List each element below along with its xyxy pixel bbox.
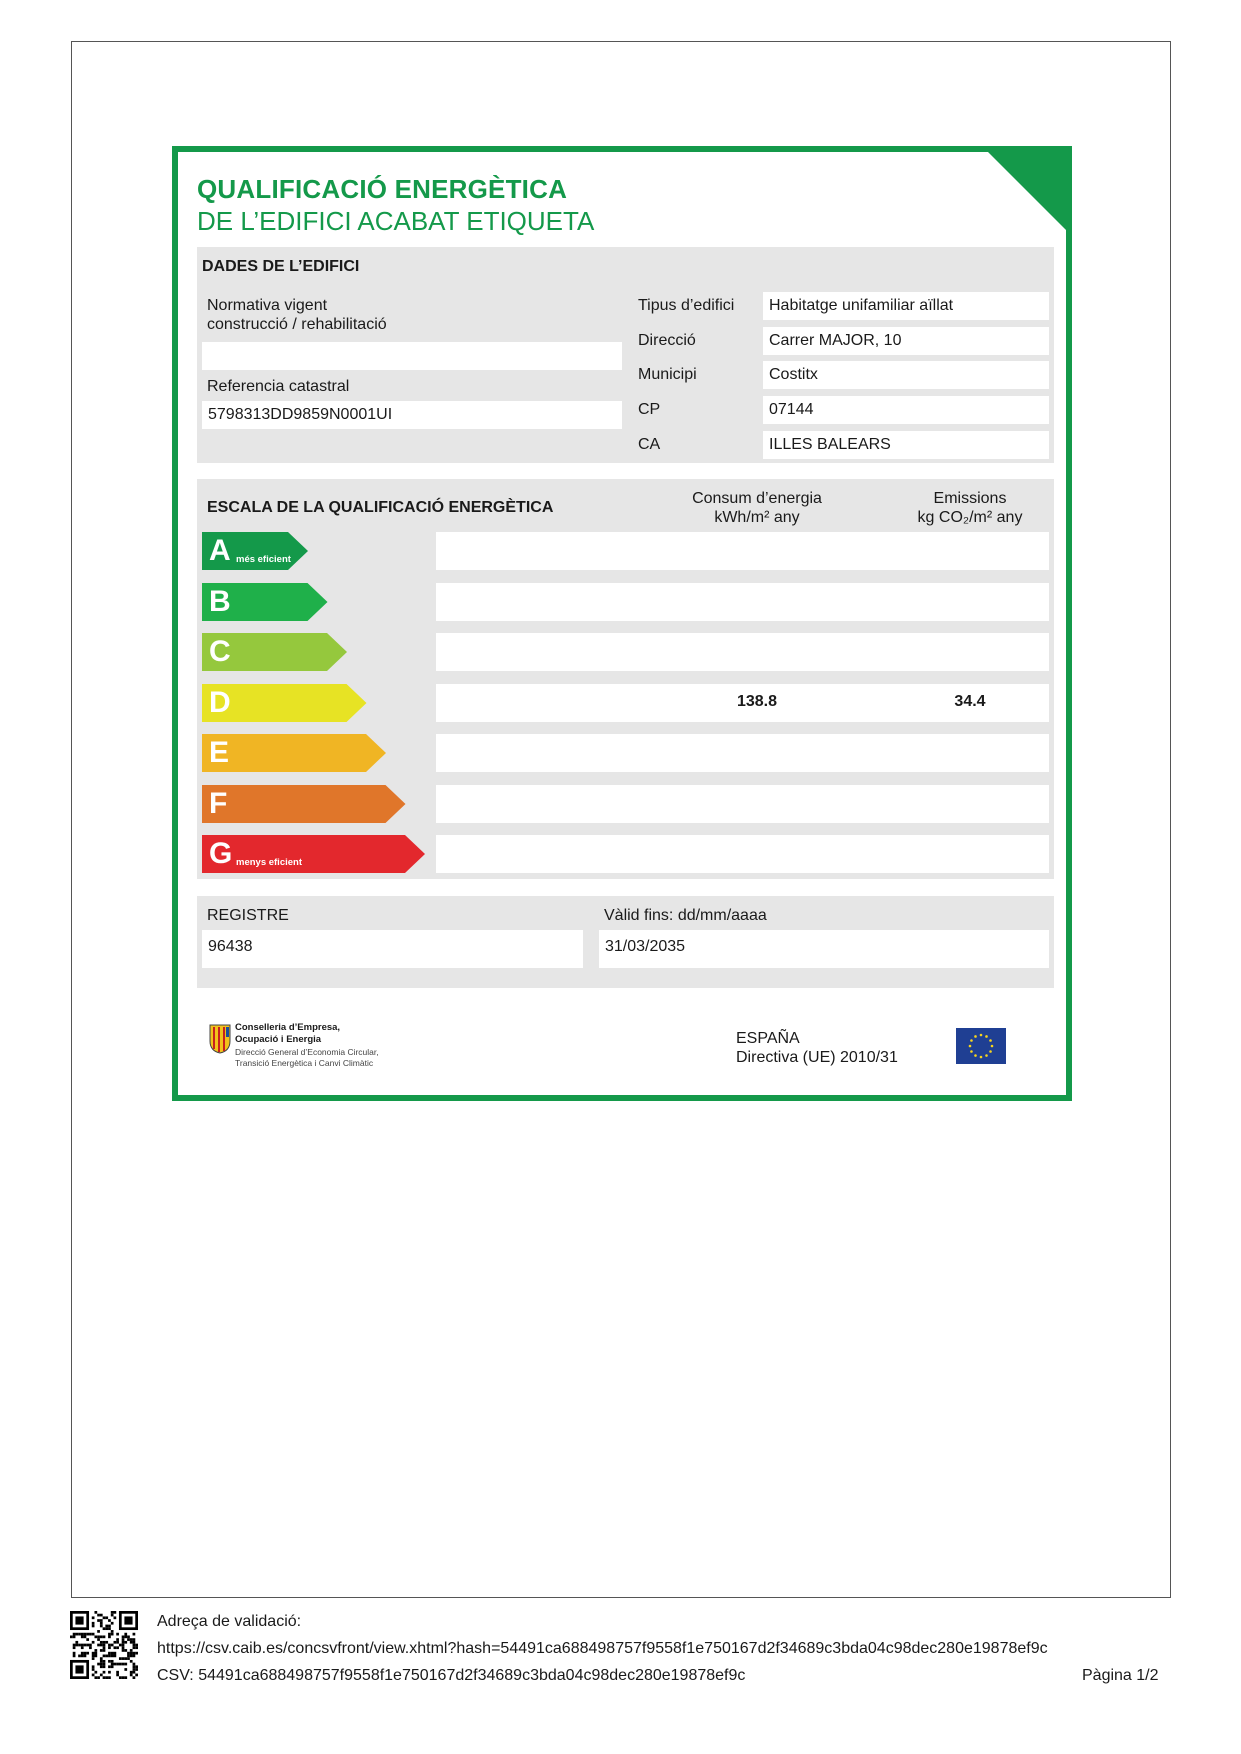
qr-module <box>108 1671 111 1674</box>
qr-module <box>111 1630 114 1633</box>
cadastral-value: 5798313DD9859N0001UI <box>202 401 622 429</box>
qr-module <box>124 1657 127 1660</box>
emissions-header-1: Emissions <box>933 490 1007 507</box>
qr-module <box>100 1660 103 1663</box>
qr-module <box>94 1635 97 1638</box>
qr-module <box>81 1635 84 1638</box>
registry-label: REGISTRE <box>207 907 289 924</box>
qr-module <box>111 1660 114 1663</box>
qr-module <box>92 1668 95 1671</box>
qr-module <box>103 1665 106 1668</box>
qr-module <box>133 1665 136 1668</box>
qr-module <box>108 1627 111 1630</box>
qr-module <box>70 1635 73 1638</box>
qr-module <box>116 1671 119 1674</box>
eu-star <box>980 1056 983 1059</box>
class-arrow-g <box>202 835 425 873</box>
qr-module <box>122 1657 125 1660</box>
qr-module <box>111 1633 114 1636</box>
qr-module <box>119 1644 122 1647</box>
class-arrow-c <box>202 633 347 671</box>
class-caption: més eficient <box>236 554 291 565</box>
qr-module <box>81 1644 84 1647</box>
qr-module <box>92 1625 95 1628</box>
qr-module <box>135 1665 138 1668</box>
class-arrow-d <box>202 684 367 722</box>
qr-module <box>122 1644 125 1647</box>
qr-module <box>108 1635 111 1638</box>
qr-module <box>108 1676 111 1679</box>
validation-url[interactable]: https://csv.caib.es/concsvfront/view.xhtml?hash=54491ca688498757f9558f1e750167d2f34689c3bda04c98dec280e19878ef9c <box>157 1640 1048 1657</box>
qr-module <box>78 1644 81 1647</box>
qr-module <box>133 1668 136 1671</box>
region-label: CA <box>638 436 661 453</box>
qr-module <box>130 1655 133 1658</box>
qr-module <box>133 1646 136 1649</box>
qr-module <box>84 1655 87 1658</box>
eu-star <box>970 1050 973 1053</box>
qr-module <box>103 1660 106 1663</box>
qr-module <box>122 1646 125 1649</box>
qr-module <box>100 1663 103 1666</box>
qr-module <box>133 1663 136 1666</box>
class-letter: B <box>209 584 231 618</box>
logo-line-1: Conselleria d’Empresa, <box>235 1022 341 1033</box>
qr-module <box>108 1652 111 1655</box>
qr-module <box>100 1674 103 1677</box>
qr-module <box>94 1655 97 1658</box>
eu-star <box>991 1045 994 1048</box>
qr-module <box>108 1619 111 1622</box>
qr-module <box>97 1644 100 1647</box>
qr-module <box>81 1646 84 1649</box>
qr-module <box>103 1644 106 1647</box>
eu-star <box>989 1050 992 1053</box>
region-value: ILLES BALEARS <box>763 431 1049 459</box>
qr-module <box>108 1644 111 1647</box>
qr-finder <box>124 1616 132 1624</box>
qr-module <box>130 1638 133 1641</box>
scale-row-values <box>436 633 1049 671</box>
postcode-label: CP <box>638 401 661 418</box>
qr-module <box>97 1619 100 1622</box>
qr-module <box>105 1625 108 1628</box>
qr-module <box>108 1655 111 1658</box>
postcode-value: 07144 <box>763 396 1049 424</box>
qr-module <box>103 1627 106 1630</box>
qr-module <box>100 1665 103 1668</box>
qr-module <box>127 1655 130 1658</box>
qr-module <box>122 1638 125 1641</box>
qr-module <box>133 1652 136 1655</box>
title-line-2: DE L’EDIFICI ACABAT ETIQUETA <box>197 206 595 236</box>
scale-row-values <box>436 734 1049 772</box>
qr-module <box>124 1663 127 1666</box>
qr-module <box>114 1616 117 1619</box>
qr-module <box>97 1630 100 1633</box>
eu-star <box>980 1034 983 1037</box>
qr-module <box>100 1649 103 1652</box>
class-letter: A <box>209 534 231 567</box>
qr-module <box>73 1655 76 1658</box>
scale-row-values <box>436 785 1049 823</box>
qr-module <box>116 1633 119 1636</box>
corner-triangle <box>988 152 1066 230</box>
regulation-label-1: Normativa vigent <box>207 297 328 314</box>
consumption-value: 138.8 <box>736 692 778 710</box>
qr-module <box>114 1663 117 1666</box>
qr-module <box>100 1622 103 1625</box>
qr-module <box>100 1657 103 1660</box>
regulation-value <box>202 342 622 370</box>
qr-module <box>135 1644 138 1647</box>
eu-star <box>974 1035 977 1038</box>
qr-module <box>133 1633 136 1636</box>
building-type-label: Tipus d’edifici <box>638 297 735 314</box>
qr-module <box>111 1644 114 1647</box>
qr-module <box>73 1652 76 1655</box>
qr-module <box>135 1646 138 1649</box>
qr-module <box>114 1611 117 1614</box>
qr-module <box>127 1638 130 1641</box>
csv-code: CSV: 54491ca688498757f9558f1e750167d2f34689c3bda04c98dec280e19878ef9c <box>157 1667 746 1684</box>
qr-module <box>92 1641 95 1644</box>
scale-row-values <box>436 583 1049 621</box>
registry-section <box>197 896 1054 988</box>
qr-module <box>73 1646 76 1649</box>
qr-module <box>97 1663 100 1666</box>
qr-module <box>108 1625 111 1628</box>
qr-module <box>111 1665 114 1668</box>
eu-directive: Directiva (UE) 2010/31 <box>736 1049 898 1066</box>
qr-module <box>94 1652 97 1655</box>
qr-module <box>100 1614 103 1617</box>
qr-module <box>119 1676 122 1679</box>
qr-module <box>105 1676 108 1679</box>
qr-module <box>130 1641 133 1644</box>
qr-module <box>135 1652 138 1655</box>
energy-label <box>172 146 1072 1101</box>
scale-row-values <box>436 684 1049 722</box>
qr-module <box>133 1676 136 1679</box>
eu-star <box>985 1035 988 1038</box>
qr-module <box>105 1641 108 1644</box>
qr-module <box>122 1676 125 1679</box>
qr-module <box>103 1676 106 1679</box>
qr-module <box>97 1635 100 1638</box>
qr-module <box>116 1638 119 1641</box>
validation-label: Adreça de validació: <box>157 1613 302 1630</box>
qr-module <box>92 1652 95 1655</box>
qr-module <box>92 1622 95 1625</box>
qr-module <box>81 1652 84 1655</box>
valid-until-value: 31/03/2035 <box>599 930 1049 968</box>
qr-module <box>92 1655 95 1658</box>
class-letter: G <box>209 837 233 870</box>
address-value: Carrer MAJOR, 10 <box>763 327 1049 355</box>
qr-module <box>127 1652 130 1655</box>
qr-module <box>122 1641 125 1644</box>
qr-module <box>97 1614 100 1617</box>
scale-row-values <box>436 835 1049 873</box>
qr-module <box>94 1676 97 1679</box>
qr-module <box>103 1646 106 1649</box>
qr-module <box>97 1676 100 1679</box>
balearic-shield-icon <box>209 1024 231 1054</box>
qr-module <box>114 1655 117 1658</box>
energy-scale-heading: ESCALA DE LA QUALIFICACIÓ ENERGÈTICA <box>207 499 554 516</box>
qr-module <box>114 1652 117 1655</box>
qr-module <box>122 1663 125 1666</box>
qr-module <box>130 1674 133 1677</box>
qr-module <box>105 1616 108 1619</box>
qr-module <box>89 1633 92 1636</box>
title-line-1: QUALIFICACIÓ ENERGÈTICA <box>197 174 568 204</box>
qr-module <box>103 1663 106 1666</box>
regulation-label-2: construcció / rehabilitació <box>207 316 387 333</box>
qr-module <box>124 1641 127 1644</box>
qr-module <box>108 1665 111 1668</box>
qr-module <box>111 1655 114 1658</box>
qr-module <box>116 1674 119 1677</box>
consumption-header-2: kWh/m² any <box>714 509 800 526</box>
qr-module <box>75 1641 78 1644</box>
qr-module <box>92 1616 95 1619</box>
consumption-header-1: Consum d’energia <box>692 490 822 507</box>
qr-module <box>100 1635 103 1638</box>
qr-module <box>86 1633 89 1636</box>
qr-module <box>105 1655 108 1658</box>
qr-module <box>124 1649 127 1652</box>
qr-module <box>100 1619 103 1622</box>
qr-module <box>78 1633 81 1636</box>
class-letter: C <box>209 635 231 668</box>
qr-module <box>111 1663 114 1666</box>
building-type-value: Habitatge unifamiliar aïllat <box>763 292 1049 320</box>
qr-module <box>124 1676 127 1679</box>
class-letter: E <box>209 736 230 769</box>
qr-module <box>133 1671 136 1674</box>
qr-module <box>135 1674 138 1677</box>
qr-module <box>114 1646 117 1649</box>
qr-code-icon <box>70 1611 138 1679</box>
valid-until-label: Vàlid fins: dd/mm/aaaa <box>604 907 767 924</box>
qr-module <box>100 1644 103 1647</box>
emissions-value: 34.4 <box>954 692 986 710</box>
qr-module <box>114 1641 117 1644</box>
qr-module <box>73 1635 76 1638</box>
qr-module <box>84 1644 87 1647</box>
logo-line-4: Transició Energètica i Canvi Climàtic <box>235 1058 374 1068</box>
qr-module <box>127 1635 130 1638</box>
qr-module <box>124 1635 127 1638</box>
qr-module <box>133 1638 136 1641</box>
qr-module <box>78 1655 81 1658</box>
qr-module <box>124 1633 127 1636</box>
building-data-section <box>197 247 1054 463</box>
qr-module <box>130 1660 133 1663</box>
qr-finder <box>75 1665 83 1673</box>
qr-module <box>111 1614 114 1617</box>
qr-module <box>116 1663 119 1666</box>
qr-module <box>103 1649 106 1652</box>
qr-module <box>75 1633 78 1636</box>
qr-module <box>92 1674 95 1677</box>
eu-star <box>970 1039 973 1042</box>
class-arrow-b <box>202 583 328 621</box>
qr-module <box>92 1633 95 1636</box>
qr-module <box>86 1638 89 1641</box>
qr-module <box>122 1649 125 1652</box>
qr-module <box>122 1635 125 1638</box>
qr-module <box>92 1665 95 1668</box>
address-label: Direcció <box>638 332 696 349</box>
eu-star <box>985 1054 988 1057</box>
eu-star <box>989 1039 992 1042</box>
qr-module <box>100 1625 103 1628</box>
qr-module <box>103 1655 106 1658</box>
emissions-header-2: kg CO₂/m² any <box>917 509 1023 526</box>
qr-module <box>100 1641 103 1644</box>
eu-star <box>974 1054 977 1057</box>
qr-module <box>92 1657 95 1660</box>
class-arrow-f <box>202 785 406 823</box>
qr-module <box>94 1649 97 1652</box>
qr-module <box>111 1611 114 1614</box>
qr-module <box>94 1671 97 1674</box>
qr-module <box>116 1641 119 1644</box>
class-letter: D <box>209 685 231 719</box>
qr-module <box>86 1652 89 1655</box>
building-data-heading: DADES DE L’EDIFICI <box>202 258 360 275</box>
qr-module <box>124 1668 127 1671</box>
qr-module <box>97 1638 100 1641</box>
qr-module <box>81 1655 84 1658</box>
qr-module <box>130 1671 133 1674</box>
qr-module <box>127 1657 130 1660</box>
qr-module <box>111 1622 114 1625</box>
qr-module <box>133 1644 136 1647</box>
qr-module <box>133 1641 136 1644</box>
qr-module <box>103 1641 106 1644</box>
qr-module <box>105 1627 108 1630</box>
qr-module <box>119 1657 122 1660</box>
class-arrow-e <box>202 734 386 772</box>
page-number: Pàgina 1/2 <box>1082 1667 1159 1684</box>
qr-module <box>119 1663 122 1666</box>
municipality-label: Municipi <box>638 366 697 383</box>
qr-module <box>84 1633 87 1636</box>
scale-row-values <box>436 532 1049 570</box>
conselleria-logo <box>209 1022 409 1072</box>
qr-finder <box>75 1616 83 1624</box>
eu-flag-icon <box>956 1028 1006 1064</box>
class-letter: F <box>209 786 228 820</box>
qr-module <box>116 1646 119 1649</box>
logo-line-2: Ocupació i Energia <box>235 1034 322 1045</box>
qr-module <box>81 1633 84 1636</box>
qr-module <box>75 1644 78 1647</box>
qr-module <box>84 1652 87 1655</box>
logo-line-3: Direcció General d’Economia Circular, <box>235 1047 379 1057</box>
cadastral-label: Referencia catastral <box>207 378 350 395</box>
qr-module <box>73 1633 76 1636</box>
qr-module <box>94 1611 97 1614</box>
qr-module <box>73 1644 76 1647</box>
eu-star <box>969 1045 972 1048</box>
qr-module <box>108 1633 111 1636</box>
qr-module <box>108 1646 111 1649</box>
qr-module <box>103 1616 106 1619</box>
registry-value: 96438 <box>202 930 583 968</box>
municipality-value: Costitx <box>763 361 1049 389</box>
qr-module <box>84 1635 87 1638</box>
qr-module <box>86 1644 89 1647</box>
qr-module <box>130 1652 133 1655</box>
eu-country: ESPAÑA <box>736 1030 800 1047</box>
qr-module <box>108 1660 111 1663</box>
qr-module <box>130 1649 133 1652</box>
qr-module <box>133 1655 136 1658</box>
qr-module <box>103 1671 106 1674</box>
qr-module <box>135 1668 138 1671</box>
qr-module <box>89 1646 92 1649</box>
energy-scale-section <box>197 479 1054 879</box>
qr-module <box>89 1644 92 1647</box>
class-arrow-a <box>202 532 308 570</box>
qr-module <box>111 1652 114 1655</box>
class-caption: menys eficient <box>236 857 302 868</box>
qr-module <box>103 1635 106 1638</box>
